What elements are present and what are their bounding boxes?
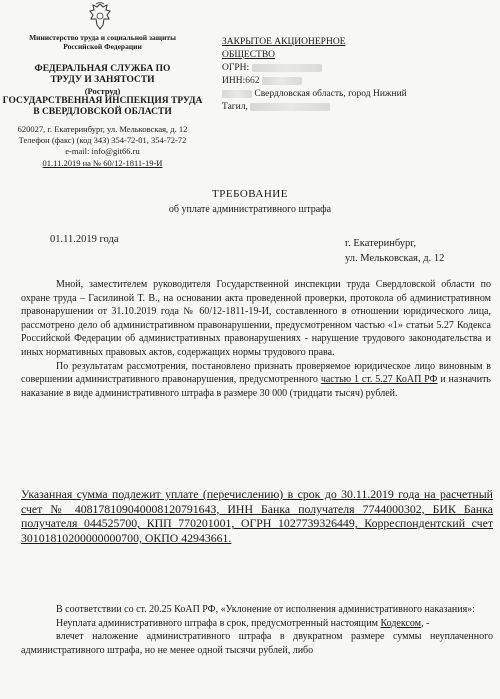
service-line-3: (Роструд) xyxy=(84,86,121,96)
recipient-inn: ИНН:662 xyxy=(222,75,492,88)
service-line-1: ФЕДЕРАЛЬНАЯ СЛУЖБА ПО xyxy=(34,64,171,74)
sender-email: e-mail: info@git66.ru xyxy=(65,146,140,156)
paragraph-article: В соответствии со ст. 20.25 КоАП РФ, «Уклонение от исполнения административного наказания»: xyxy=(56,604,475,615)
paragraph-result: По результатам рассмотрения, постановлено признать проверяемое юридическое лицо виновным в совершении административного правонарушения, предусмотренного частью 1 ст. 5.27 КоАП РФ и назначить наказание в виде административного штрафа в размере 30 000 (тридцати тысяч) рублей. xyxy=(21,360,491,399)
penalty-text xyxy=(21,603,493,657)
place-street: ул. Мельковская, д. 12 xyxy=(345,253,445,264)
recipient-city: Тагил, xyxy=(222,101,492,114)
recipient-line-2: ОБЩЕСТВО xyxy=(222,50,276,60)
recipient-line-1: ЗАКРЫТОЕ АКЦИОНЕРНОЕ xyxy=(222,37,346,47)
document-place xyxy=(345,236,495,266)
place-city: г. Екатеринбург, xyxy=(345,238,417,249)
paragraph-consequence: влечет наложение административного штрафа в двукратном размере суммы неуплаченного административного штрафа, но не менее одной тысячи рублей, либо xyxy=(21,631,493,656)
redacted-index xyxy=(222,90,252,98)
sender-block xyxy=(0,33,205,169)
document-reference: 01.11.2019 на № 60/12-1811-19-И xyxy=(42,158,163,168)
service-line-2: ТРУДУ И ЗАНЯТОСТИ xyxy=(50,75,155,85)
sender-phone: Телефон (факс) (код 343) 354-72-01, 354-72-72 xyxy=(18,135,187,145)
law-reference-link[interactable]: частью 1 ст. 5.27 КоАП РФ xyxy=(320,374,438,386)
sender-address: 620027, г. Екатеринбург, ул. Мельковская, д. 12 xyxy=(17,124,188,134)
code-link[interactable]: Кодексом xyxy=(380,617,422,629)
document-subtitle: об уплате административного штрафа xyxy=(168,204,332,215)
coat-of-arms-icon xyxy=(87,2,113,32)
paragraph-nonpayment: Неуплата административного штрафа в срок, предусмотренный настоящим Кодексом, - xyxy=(56,617,430,629)
redacted-ogrn xyxy=(252,64,322,72)
payment-details xyxy=(21,487,493,545)
inspection-line-2: В СВЕРДЛОВСКОЙ ОБЛАСТИ xyxy=(33,107,172,117)
redacted-street xyxy=(250,103,330,111)
payment-text: Указанная сумма подлежит уплате (перечислению) в срок до 30.11.2019 года на расчетный счет № 40817810904000812079164З, ИНН Банка получателя 7744000302, БИК Банка получателя 044525700, КПП 770201001, ОГРН 1027739326449, Корреспондентский счет 30101810200000000700, ОКПО 42943661. xyxy=(21,487,493,545)
paragraph-decision: Мной, заместителем руководителя Государственной инспекции труда Свердловской области по охране труда – Гасилиной Т. В., на основании акта проведенной проверки, протокола об административном правонарушении от 31.10.2019 года № 60/12-1811-19-И, составленного в отношении юридического лица, рассмотрено дело об административном правонарушении, предусмотренном частью «1» статьи 5.27 Кодекса Российской Федерации об административных правонарушениях - нарушение трудового законодательства и иных нормативных правовых актов, содержащих нормы трудового права. xyxy=(21,279,491,358)
recipient-ogrn: ОГРН: xyxy=(222,62,492,75)
document-title: ТРЕБОВАНИЕ xyxy=(212,188,288,200)
inspection-line-1: ГОСУДАРСТВЕННАЯ ИНСПЕКЦИЯ ТРУДА xyxy=(2,96,203,106)
recipient-address: Свердловская область, город Нижний xyxy=(222,88,492,101)
document-date: 01.11.2019 года xyxy=(50,234,119,245)
redacted-inn xyxy=(262,77,302,85)
body-text xyxy=(21,278,491,400)
recipient-block xyxy=(222,36,492,114)
ministry-name: Министерство труда и социальной защиты Российской Федерации xyxy=(29,33,176,51)
